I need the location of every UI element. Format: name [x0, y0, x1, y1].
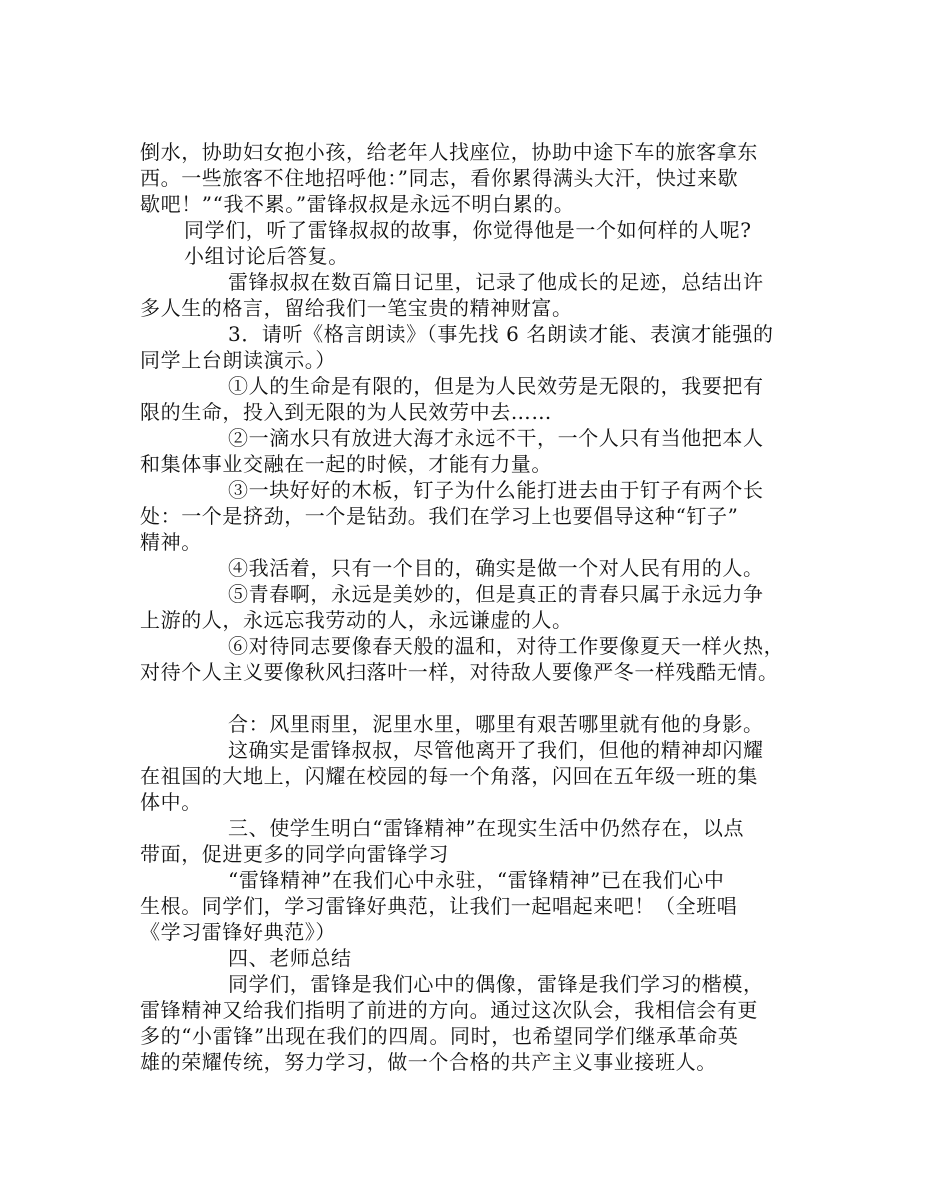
- text-line: 多的“小雷锋”出现在我们的四周。同时，也希望同学们继承革命英: [140, 1024, 739, 1048]
- text-line: 三、使学生明白“雷锋精神”在现实生活中仍然存在，以点: [228, 816, 745, 840]
- text-line: 同学们，听了雷锋叔叔的故事，你觉得他是一个如何样的人呢?: [184, 218, 752, 242]
- text-line: 对待个人主义要像秋风扫落叶一样，对待敌人要像严冬一样残酷无情。: [140, 660, 779, 684]
- text-line: 精神。: [140, 530, 202, 554]
- text-line: 同学们，雷锋是我们心中的偶像，雷锋是我们学习的楷模，: [228, 972, 764, 996]
- text-line: 倒水，协助妇女抱小孩，给老年人找座位，协助中途下车的旅客拿东: [140, 140, 758, 164]
- text-line: 在祖国的大地上，闪耀在校园的每一个角落，闪回在五年级一班的集: [140, 764, 758, 788]
- text-line: 限的生命，投入到无限的为人民效劳中去……: [140, 400, 552, 424]
- text-line: 生根。同学们，学习雷锋好典范，让我们一起唱起来吧！（全班唱: [140, 894, 738, 918]
- text-line: “雷锋精神”在我们心中永驻，“雷锋精神”已在我们心中: [228, 868, 725, 892]
- text-line: 雷锋精神又给我们指明了前进的方向。通过这次队会，我相信会有更: [140, 998, 758, 1022]
- text-line: ③一块好好的木板，钉子为什么能打进去由于钉子有两个长: [228, 478, 764, 502]
- text-line: 上游的人，永远忘我劳动的人，永远谦虚的人。: [140, 608, 573, 632]
- text-line: 《学习雷锋好典范》）: [140, 920, 336, 944]
- text-line: 合：风里雨里，泥里水里，哪里有艰苦哪里就有他的身影。: [228, 712, 764, 736]
- text-line: 处：一个是挤劲，一个是钻劲。我们在学习上也要倡导这种“钉子”: [140, 504, 739, 528]
- text-line: 体中。: [140, 790, 202, 814]
- text-line: 多人生的格言，留给我们一笔宝贵的精神财富。: [140, 296, 573, 320]
- text-line: 四、老师总结: [228, 946, 352, 970]
- text-line: ②一滴水只有放进大海才永远不干，一个人只有当他把本人: [228, 426, 764, 450]
- text-line: 小组讨论后答复。: [184, 244, 349, 268]
- text-line: 带面，促进更多的同学向雷锋学习: [140, 842, 449, 866]
- text-line: 同学上台朗读演示。）: [140, 348, 336, 372]
- text-line: 雷锋叔叔在数百篇日记里，记录了他成长的足迹，总结出许: [228, 270, 764, 294]
- text-line: 歇吧！”“我不累。”雷锋叔叔是永远不明白累的。: [140, 192, 575, 216]
- text-line: 和集体事业交融在一起的时候，才能有力量。: [140, 452, 552, 476]
- text-line: ④我活着，只有一个目的，确实是做一个对人民有用的人。: [228, 556, 764, 580]
- text-line: 西。一些旅客不住地招呼他：”同志，看你累得满头大汗，快过来歇: [140, 166, 739, 190]
- text-line: ⑥对待同志要像春天般的温和，对待工作要像夏天一样火热，: [228, 634, 785, 658]
- text-line: 3．请听《格言朗读》（事先找 6 名朗读才能、表演才能强的: [228, 322, 774, 346]
- text-line: 雄的荣耀传统，努力学习，做一个合格的共产主义事业接班人。: [140, 1050, 717, 1074]
- text-line: ⑤青春啊，永远是美妙的，但是真正的青春只属于永远力争: [228, 582, 764, 606]
- text-line: 这确实是雷锋叔叔，尽管他离开了我们，但他的精神却闪耀: [228, 738, 764, 762]
- text-line: ①人的生命是有限的，但是为人民效劳是无限的，我要把有: [228, 374, 764, 398]
